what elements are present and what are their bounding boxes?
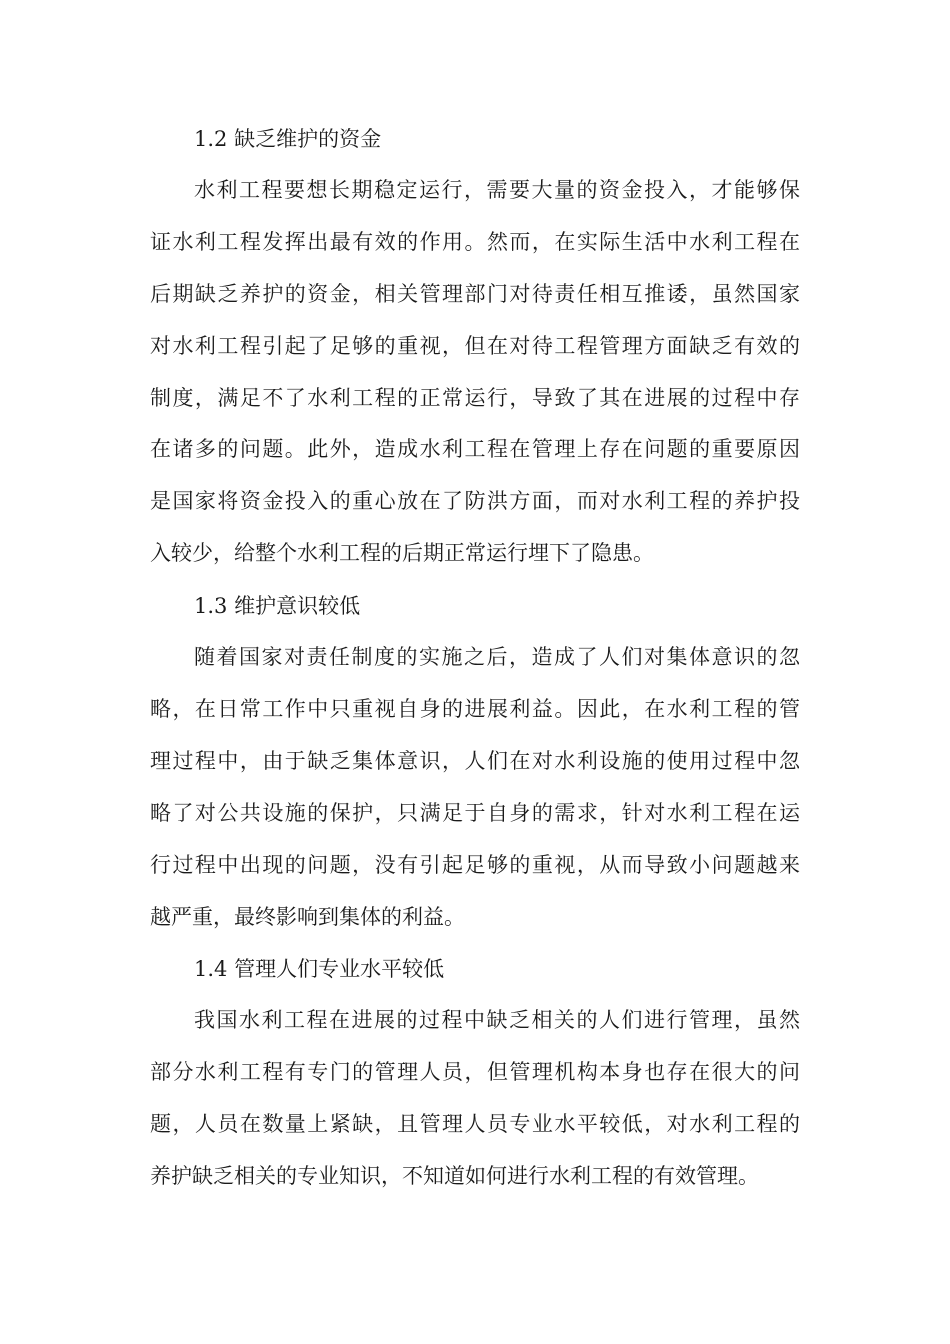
paragraph-line: 部分水利工程有专门的管理人员，但管理机构本身也存在很大的问: [150, 1060, 800, 1085]
paragraph-line: 我国水利工程在进展的过程中缺乏相关的人们进行管理，虽然: [194, 1008, 800, 1033]
paragraph-line: 行过程中出现的问题，没有引起足够的重视，从而导致小问题越来: [150, 852, 800, 877]
paragraph-line: 略了对公共设施的保护，只满足于自身的需求，针对水利工程在运: [150, 800, 800, 825]
paragraph-line: 略，在日常工作中只重视自身的进展利益。因此，在水利工程的管: [150, 697, 800, 722]
paragraph-line: 水利工程要想长期稳定运行，需要大量的资金投入，才能够保: [194, 178, 800, 202]
section-heading: 1.2 缺乏维护的资金: [194, 127, 382, 151]
paragraph-line: 制度，满足不了水利工程的正常运行，导致了其在进展的过程中存: [150, 385, 800, 410]
section-paragraph: [150, 632, 800, 943]
section-heading: 1.3 维护意识较低: [194, 594, 361, 619]
paragraph-line: 理过程中，由于缺乏集体意识，人们在对水利设施的使用过程中忽: [150, 748, 800, 773]
paragraph-line: 养护缺乏相关的专业知识，不知道如何进行水利工程的有效管理。: [150, 1164, 759, 1189]
section-heading: 1.4 管理人们专业水平较低: [194, 957, 445, 982]
paragraph-line: 后期缺乏养护的资金，相关管理部门对待责任相互推诿，虽然国家: [150, 281, 800, 306]
paragraph-line: 题，人员在数量上紧缺，且管理人员专业水平较低，对水利工程的: [150, 1112, 800, 1137]
paragraph-line: 证水利工程发挥出最有效的作用。然而，在实际生活中水利工程在: [150, 229, 800, 254]
section-paragraph: [150, 995, 800, 1203]
document-body: [150, 113, 800, 1203]
paragraph-line: 对水利工程引起了足够的重视，但在对待工程管理方面缺乏有效的: [150, 333, 800, 358]
section-paragraph: [150, 165, 800, 580]
paragraph-line: 入较少，给整个水利工程的后期正常运行埋下了隐患。: [150, 541, 654, 566]
paragraph-line: 是国家将资金投入的重心放在了防洪方面，而对水利工程的养护投: [150, 489, 800, 514]
paragraph-line: 在诸多的问题。此外，造成水利工程在管理上存在问题的重要原因: [150, 437, 800, 462]
paragraph-line: 随着国家对责任制度的实施之后，造成了人们对集体意识的忽: [194, 645, 800, 670]
paragraph-line: 越严重，最终影响到集体的利益。: [150, 904, 465, 929]
